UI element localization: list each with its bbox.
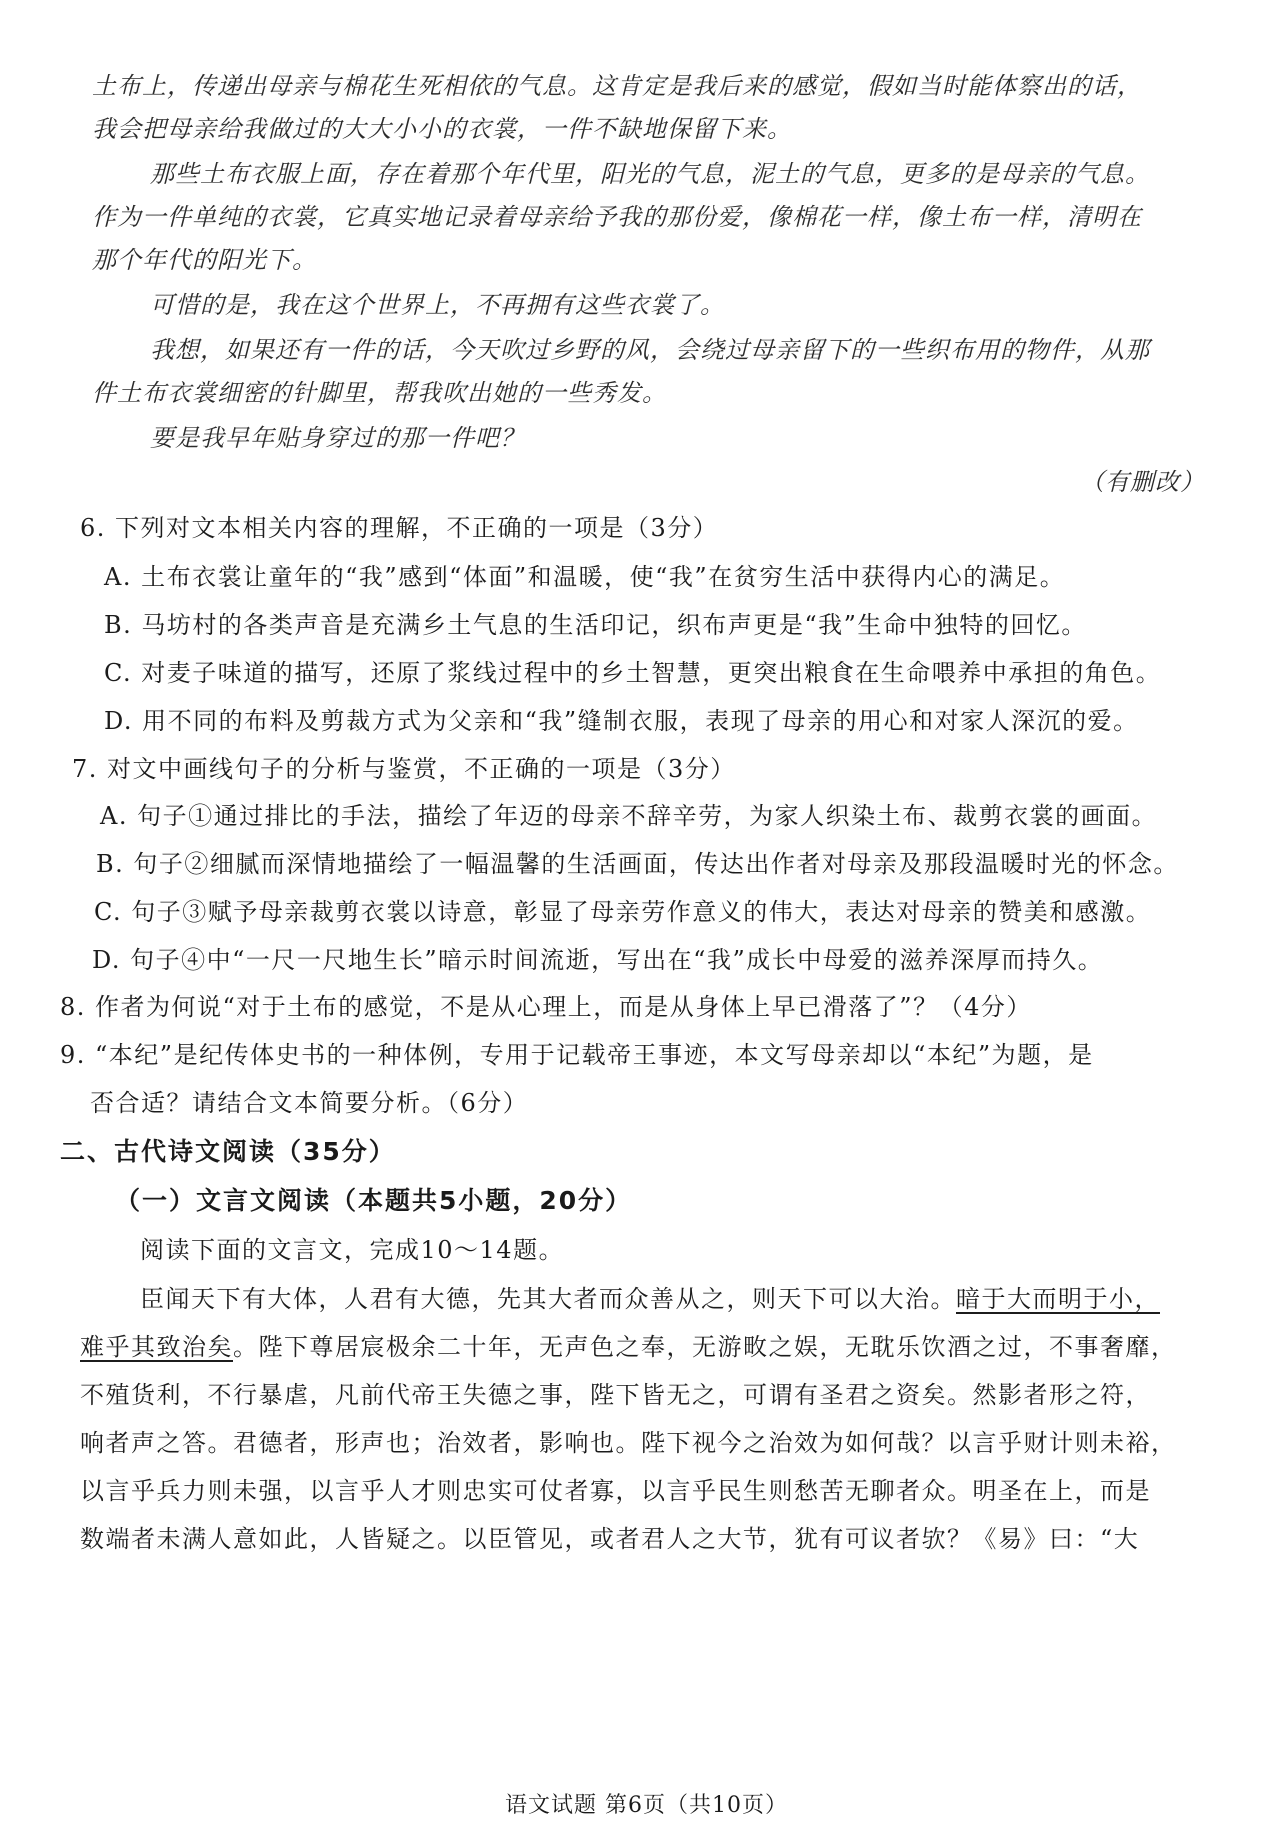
question-6-option-b: B. 马坊村的各类声音是充满乡土气息的生活印记，织布声更是“我”生命中独特的回忆。 [104, 611, 1087, 639]
section-2-instruction: 阅读下面的文言文，完成10～14题。 [140, 1236, 565, 1264]
question-8: 8. 作者为何说“对于土布的感觉，不是从心理上，而是从身体上早已滑落了”？（4分） [60, 993, 1032, 1021]
page-footer: 语文试题 第6页（共10页） [505, 1793, 788, 1818]
essay-paragraph-1-line-1: 土布上，传递出母亲与棉花生死相依的气息。这肯定是我后来的感觉，假如当时能体察出的话， [92, 72, 1142, 100]
essay-paragraph-4-line-1: 我想，如果还有一件的话，今天吹过乡野的风，会绕过母亲留下的一些织布用的物件，从那 [150, 336, 1150, 364]
section-2-subtitle: （一）文言文阅读（本题共5小题，20分） [115, 1186, 633, 1215]
classical-text-line-1 [140, 1283, 1160, 1315]
underlined-sentence-part-1: 暗于大而明于小， [956, 1285, 1160, 1313]
question-6-option-d: D. 用不同的布料及剪裁方式为父亲和“我”缝制衣服，表现了母亲的用心和对家人深沉的爱。 [104, 707, 1139, 735]
essay-paragraph-2-line-1: 那些土布衣服上面，存在着那个年代里，阳光的气息，泥土的气息，更多的是母亲的气息。 [150, 160, 1150, 188]
question-7-option-d: D. 句子④中“一尺一尺地生长”暗示时间流逝，写出在“我”成长中母爱的滋养深厚而持久。 [92, 946, 1104, 974]
source-note: （有删改） [1080, 468, 1205, 496]
essay-paragraph-3-line-1: 可惜的是，我在这个世界上，不再拥有这些衣裳了。 [150, 291, 725, 319]
question-7-option-a: A. 句子①通过排比的手法，描绘了年迈的母亲不辞辛劳，为家人织染土布、裁剪衣裳的画面。 [100, 802, 1158, 830]
question-6: 6. 下列对文本相关内容的理解，不正确的一项是（3分） [80, 514, 719, 542]
classical-text-line-3: 不殖货利，不行暴虐，凡前代帝王失德之事，陛下皆无之，可谓有圣君之资矣。然影者形之符， [80, 1381, 1151, 1409]
question-6-option-a: A. 土布衣裳让童年的“我”感到“体面”和温暖，使“我”在贫穷生活中获得内心的满足。 [104, 563, 1066, 591]
classical-text-line-1-a: 臣闻天下有大体，人君有大德，先其大者而众善从之，则天下可以大治。 [140, 1285, 956, 1313]
essay-paragraph-2-line-2: 作为一件单纯的衣裳，它真实地记录着母亲给予我的那份爱，像棉花一样，像土布一样，清明在 [92, 203, 1142, 231]
question-9-line-2: 否合适？请结合文本简要分析。（6分） [90, 1089, 529, 1117]
essay-paragraph-5-line-1: 要是我早年贴身穿过的那一件吧？ [150, 424, 525, 452]
question-7: 7. 对文中画线句子的分析与鉴赏，不正确的一项是（3分） [72, 755, 736, 783]
essay-paragraph-1-line-2: 我会把母亲给我做过的大大小小的衣裳，一件不缺地保留下来。 [92, 115, 792, 143]
question-7-option-b: B. 句子②细腻而深情地描绘了一幅温馨的生活画面，传达出作者对母亲及那段温暖时光的怀念。 [96, 850, 1179, 878]
question-7-option-c: C. 句子③赋予母亲裁剪衣裳以诗意，彰显了母亲劳作意义的伟大，表达对母亲的赞美和感激。 [94, 898, 1152, 926]
section-2-title: 二、古代诗文阅读（35分） [60, 1137, 396, 1166]
classical-text-line-5: 以言乎兵力则未强，以言乎人才则忠实可仗者寡，以言乎民生则愁苦无聊者众。明圣在上，而是 [80, 1477, 1151, 1505]
question-9-line-1: 9. “本纪”是纪传体史书的一种体例，专用于记载帝王事迹，本文写母亲却以“本纪”为题，是 [60, 1041, 1094, 1069]
essay-paragraph-2-line-3: 那个年代的阳光下。 [92, 246, 317, 274]
classical-text-line-2 [80, 1331, 1177, 1363]
classical-text-line-6: 数端者未满人意如此，人皆疑之。以臣管见，或者君人之大节，犹有可议者欤？《易》曰：“大 [80, 1525, 1140, 1553]
underlined-sentence-part-2: 难乎其致治矣 [80, 1333, 233, 1361]
classical-text-line-4: 响者声之答。君德者，形声也；治效者，影响也。陛下视今之治效为如何哉？以言乎财计则未裕， [80, 1429, 1177, 1457]
classical-text-line-2-b: 。陛下尊居宸极余二十年，无声色之奉，无游畋之娱，无耽乐饮酒之过，不事奢靡， [233, 1333, 1177, 1361]
question-6-option-c: C. 对麦子味道的描写，还原了浆线过程中的乡土智慧，更突出粮食在生命喂养中承担的角色。 [104, 659, 1162, 687]
essay-paragraph-4-line-2: 件土布衣裳细密的针脚里，帮我吹出她的一些秀发。 [92, 379, 667, 407]
